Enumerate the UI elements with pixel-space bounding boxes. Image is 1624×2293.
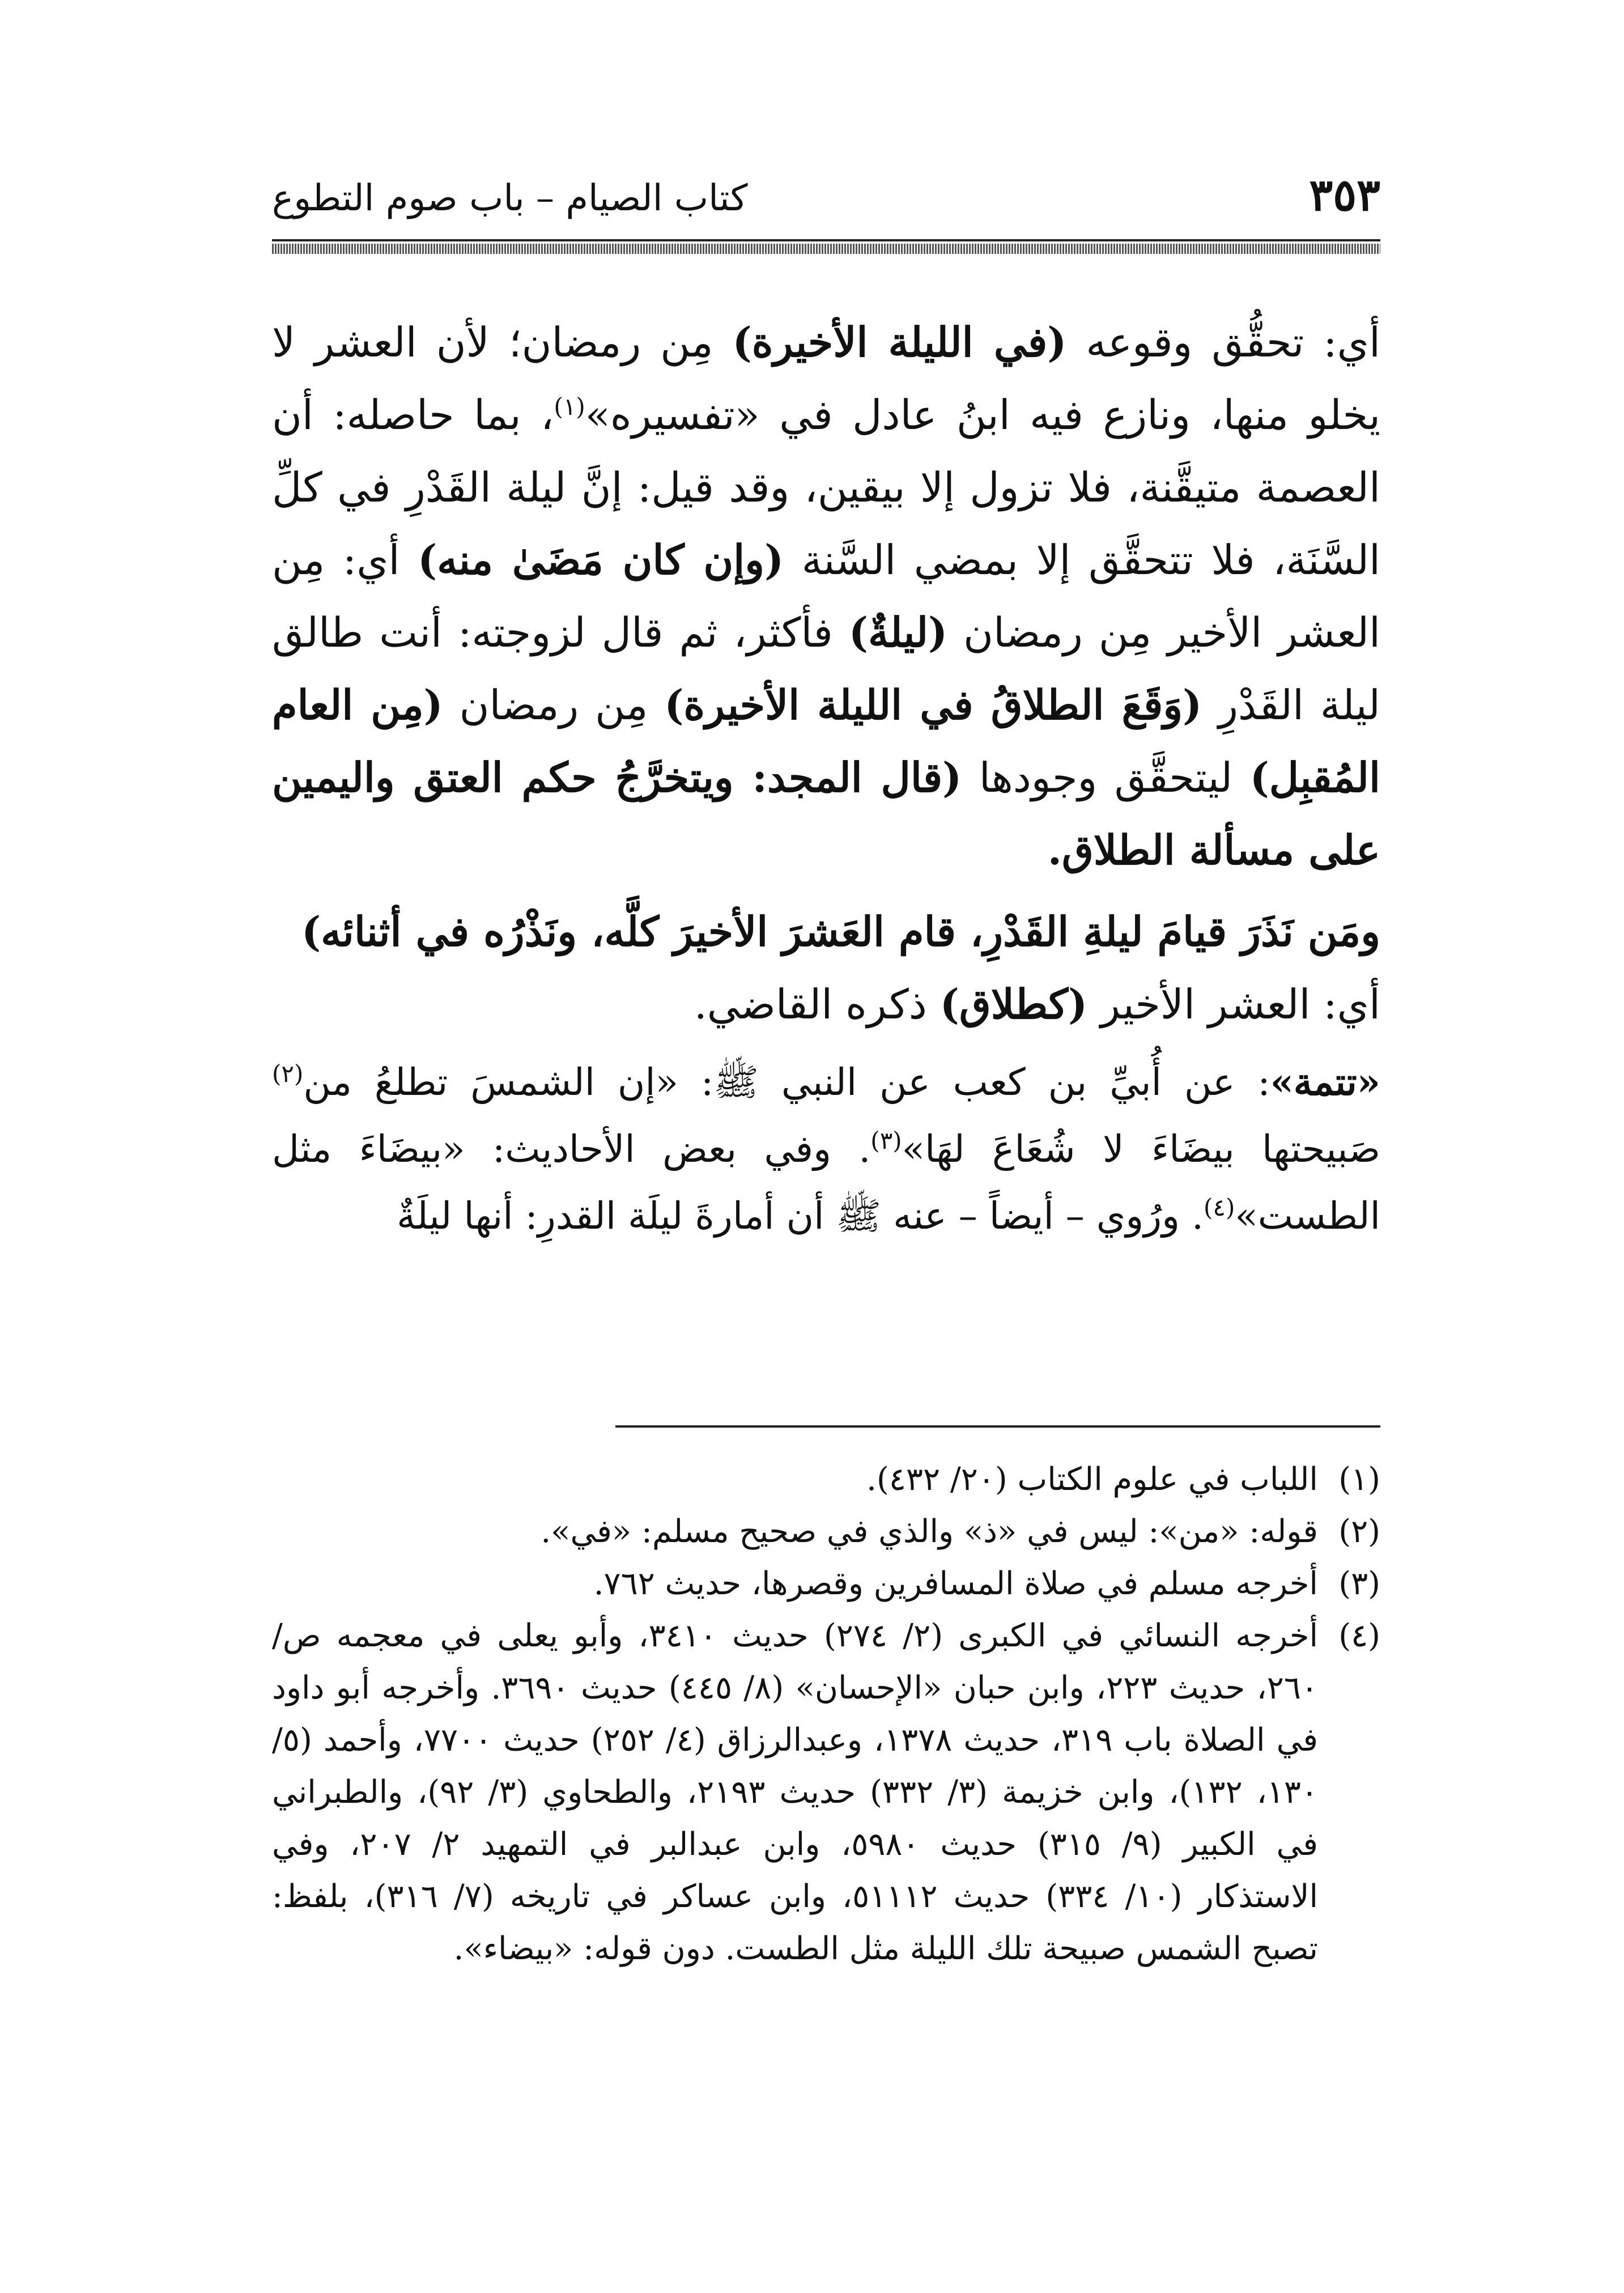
text-run: أي: العشر الأخير bbox=[1087, 980, 1380, 1028]
bold-run: (وَقَعَ الطلاقُ في الليلة الأخيرة) bbox=[664, 681, 1202, 729]
text-run: ذكره القاضي. bbox=[694, 980, 940, 1028]
footnote-number: (٤) bbox=[1338, 1617, 1380, 1654]
text-run: صَبيحتها بيضَاءَ لا شُعَاعَ لهَا» bbox=[902, 1127, 1380, 1171]
text-run: : عن أُبيِّ بن كعب عن النبي ﷺ: «إن الشمسَ تطلعُ من bbox=[303, 1060, 1270, 1104]
page-header bbox=[272, 164, 1380, 232]
bold-run: (مِن العام المُقبِل) bbox=[272, 681, 1380, 801]
footnote-ref-3[interactable]: (٣) bbox=[870, 1127, 902, 1154]
text-run: . ورُوي – أيضاً – عنه ﷺ أن أمارةَ ليلَة القدرِ: أنها ليلَةٌ bbox=[397, 1194, 1204, 1238]
bold-run: (كطلاق) bbox=[939, 980, 1088, 1028]
tatimma-note bbox=[272, 1048, 1380, 1250]
bold-run: ومَن نَذَرَ قيامَ ليلةِ القَدْرِ، قام العَشرَ الأخيرَ كلَّه، ونَذْرُه في أثنائه) bbox=[301, 907, 1380, 956]
text-run: . وفي بعض الأحاديث: «بيضَاءَ مثل الطست» bbox=[272, 1127, 1380, 1238]
footnote-3 bbox=[272, 1558, 1380, 1610]
footnote-text: قوله: «من»: ليس في «ذ» والذي في صحيح مسلم: «في». bbox=[541, 1513, 1318, 1550]
footnote-ref-2[interactable]: (٢) bbox=[272, 1060, 304, 1088]
footnote-ref-4[interactable]: (٤) bbox=[1204, 1194, 1235, 1221]
text-run: أي: تحقُّق وقوعه bbox=[1066, 319, 1380, 366]
main-text bbox=[272, 306, 1380, 1250]
footnote-divider bbox=[615, 1425, 1380, 1428]
running-title: كتاب الصيام – باب صوم التطوع bbox=[272, 177, 748, 219]
bold-run: (ليلةٌ) bbox=[848, 608, 948, 656]
footnote-number: (٣) bbox=[1338, 1565, 1380, 1602]
bold-run: (وإن كان مَضَىٰ منه) bbox=[418, 536, 784, 584]
text-run: مِن رمضان؛ لأن العشر لا يخلو منها، ونازع فيه ابنُ عادل في «تفسيره» bbox=[272, 319, 1381, 439]
text-run: ليتحقَّق وجودها bbox=[962, 754, 1250, 801]
footnote-text: أخرجه النسائي في الكبرى (٢/ ٢٧٤) حديث ٣٤١٠، وأبو يعلى في معجمه ص/ ٢٦٠، حديث ٢٢٣، وابن حبان «الإحسان» (٨/ ٤٤٥) حديث ٣٦٩٠. وأخرجه أبو داود في الصلاة باب ٣١٩، حديث ١٣٧٨، وعبدالرزاق (٤/ ٢٥٢) حديث ٧٧٠٠، وأحمد (٥/ ١٣٠، ١٣٢)، وابن خزيمة (٣/ ٣٣٢) حديث ٢١٩٣، والطحاوي (٣/ ٩٢)، والطبراني في الكبير (٩/ ٣١٥) حديث ٥٩٨٠، وابن عبدالبر في التمهيد ٢/ ٢٠٧، وفي الاستذكار (١٠/ ٣٣٤) حديث ٥١١١٢، وابن عساكر في تاريخه (٧/ ٣١٦)، بلفظ: تصبح الشمس صبيحة تلك الليلة مثل الطست. دون قوله: «بيضاء». bbox=[272, 1617, 1319, 1967]
footnote-2 bbox=[272, 1506, 1380, 1558]
paragraph-2 bbox=[272, 895, 1380, 1041]
footnote-text: أخرجه مسلم في صلاة المسافرين وقصرها، حديث ٧٦٢. bbox=[593, 1565, 1318, 1602]
text-run: فأكثر، ثم قال لزوجته: أنت طالق ليلة القَدْرِ bbox=[272, 609, 1380, 729]
text-run: مِن رمضان bbox=[443, 681, 665, 729]
header-divider bbox=[272, 244, 1380, 254]
page-number: ٣٥٣ bbox=[1309, 169, 1380, 221]
footnotes bbox=[272, 1454, 1380, 1975]
footnote-text: اللباب في علوم الكتاب (٢٠/ ٤٣٢). bbox=[866, 1461, 1318, 1498]
bold-run: (قال المجد: ويتخرَّجُ حكم العتق واليمين على مسألة الطلاق. bbox=[272, 753, 1380, 874]
text-run: أي: مِن العشر الأخير مِن رمضان bbox=[272, 536, 1381, 656]
footnote-number: (١) bbox=[1338, 1461, 1380, 1498]
footnote-ref-1[interactable]: (١) bbox=[554, 393, 585, 421]
footnote-number: (٢) bbox=[1338, 1513, 1380, 1550]
note-label: «تتمة» bbox=[1270, 1060, 1380, 1104]
bold-run: (في الليلة الأخيرة) bbox=[732, 318, 1067, 366]
paragraph-1 bbox=[272, 306, 1380, 886]
footnote-4 bbox=[272, 1610, 1380, 1975]
text-run: ، بما حاصله: أن العصمة متيقَّنة، فلا تزول إلا بيقين، وقد قيل: إنَّ ليلة القَدْرِ في كلِّ السَّنَة، فلا تتحقَّق إلا بمضي السَّنة bbox=[272, 391, 1381, 584]
footnote-1 bbox=[272, 1454, 1380, 1506]
